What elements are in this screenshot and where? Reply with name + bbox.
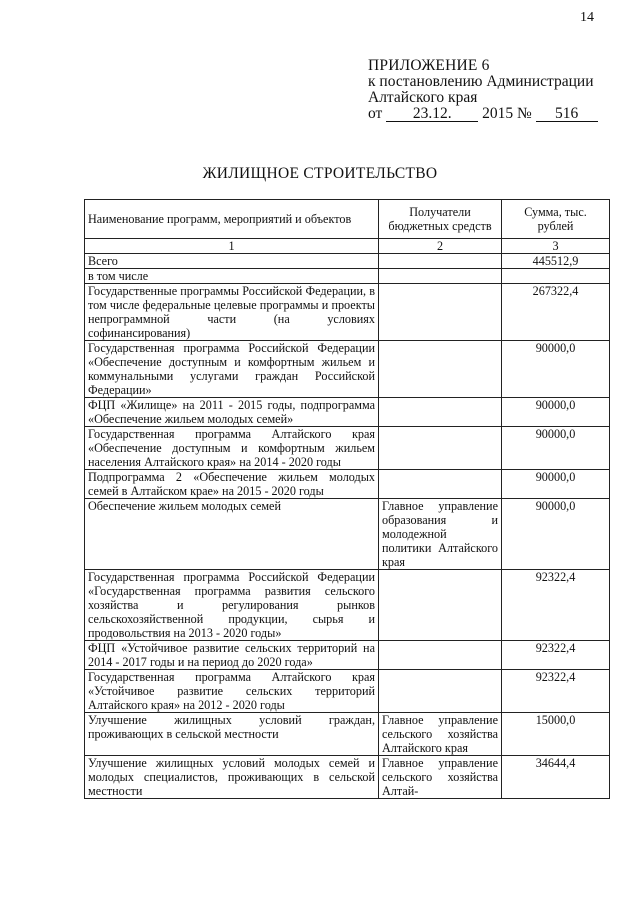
row-name: Улучшение жилищных условий молодых семей и молодых специалистов, проживающих в сельской местности [85, 756, 379, 799]
row-name: Государственная программа Российской Федерации «Обеспечение доступным и комфортным жильем и коммунальными услугами граждан Российской Федерации» [85, 341, 379, 398]
row-name: Государственная программа Алтайского края «Обеспечение доступным и комфортным жильем населения Алтайского края» на 2014 - 2020 годы [85, 427, 379, 470]
row-amount: 15000,0 [502, 713, 610, 756]
row-recipient [379, 254, 502, 269]
row-name: ФЦП «Устойчивое развитие сельских территорий на 2014 - 2017 годы и на период до 2020 года» [85, 641, 379, 670]
row-name: Государственные программы Российской Федерации, в том числе федеральные целевые программы и проекты непрограммной части (на условиях софинансирования) [85, 284, 379, 341]
row-name: Всего [85, 254, 379, 269]
row-amount: 92322,4 [502, 670, 610, 713]
table-row [85, 641, 610, 670]
row-name: Обеспечение жильем молодых семей [85, 499, 379, 570]
row-recipient [379, 398, 502, 427]
appendix-title: ПРИЛОЖЕНИЕ 6 [368, 57, 490, 74]
column-header-recipient: Получатели бюджетных средств [379, 200, 502, 239]
table-row [85, 254, 610, 269]
column-number-row [85, 239, 610, 254]
row-amount: 90000,0 [502, 341, 610, 398]
row-amount: 445512,9 [502, 254, 610, 269]
row-recipient [379, 670, 502, 713]
column-header-amount: Сумма, тыс. рублей [502, 200, 610, 239]
row-name: Государственная программа Российской Федерации «Государственная программа развития сельского хозяйства и регулирования рынков сельскохозяйственной продукции, сырья и продовольствия на 2013 - 2020 годы» [85, 570, 379, 641]
table-row [85, 670, 610, 713]
row-name: ФЦП «Жилище» на 2011 - 2015 годы, подпрограмма «Обеспечение жильем молодых семей» [85, 398, 379, 427]
row-amount: 90000,0 [502, 499, 610, 570]
row-recipient [379, 470, 502, 499]
table-row [85, 756, 610, 799]
column-number: 2 [379, 239, 502, 254]
row-name: Подпрограмма 2 «Обеспечение жильем молодых семей в Алтайском крае» на 2015 - 2020 годы [85, 470, 379, 499]
table-row [85, 398, 610, 427]
table-row [85, 713, 610, 756]
resolution-number: 516 [536, 106, 598, 122]
row-amount: 90000,0 [502, 398, 610, 427]
row-amount: 90000,0 [502, 427, 610, 470]
table-row [85, 470, 610, 499]
table-row [85, 269, 610, 284]
row-name: Улучшение жилищных условий граждан, проживающих в сельской местности [85, 713, 379, 756]
row-recipient [379, 427, 502, 470]
column-number: 3 [502, 239, 610, 254]
table-row [85, 499, 610, 570]
resolution-date: 23.12. [386, 106, 478, 122]
row-recipient [379, 641, 502, 670]
resolution-year: 2015 № [482, 105, 532, 122]
table-row [85, 284, 610, 341]
page-number: 14 [580, 10, 594, 25]
appendix-line-1: к постановлению Администрации [368, 73, 594, 90]
table-row [85, 427, 610, 470]
table-row [85, 570, 610, 641]
appendix-line-2: Алтайского края [368, 89, 478, 106]
row-recipient [379, 269, 502, 284]
appendix-date-line [368, 106, 618, 122]
row-name: Государственная программа Алтайского края «Устойчивое развитие сельских территорий Алтайского края» на 2012 - 2020 годы [85, 670, 379, 713]
row-amount: 92322,4 [502, 641, 610, 670]
row-recipient [379, 341, 502, 398]
column-number: 1 [85, 239, 379, 254]
row-amount: 34644,4 [502, 756, 610, 799]
row-recipient: Главное управление сельского хозяйства Алтайского края [379, 713, 502, 756]
column-header-name: Наименование программ, мероприятий и объектов [85, 200, 379, 239]
row-amount: 267322,4 [502, 284, 610, 341]
row-recipient: Главное управление образования и молодежной политики Алтайского края [379, 499, 502, 570]
row-amount: 92322,4 [502, 570, 610, 641]
table-header-row [85, 200, 610, 239]
budget-table [84, 199, 610, 799]
appendix-header [368, 58, 618, 122]
table-row [85, 341, 610, 398]
document-heading: ЖИЛИЩНОЕ СТРОИТЕЛЬСТВО [202, 165, 438, 182]
row-recipient: Главное управление сельского хозяйства Алтай- [379, 756, 502, 799]
row-recipient [379, 284, 502, 341]
row-amount: 90000,0 [502, 470, 610, 499]
date-prefix: от [368, 105, 383, 122]
row-amount [502, 269, 610, 284]
row-name: в том числе [85, 269, 379, 284]
row-recipient [379, 570, 502, 641]
